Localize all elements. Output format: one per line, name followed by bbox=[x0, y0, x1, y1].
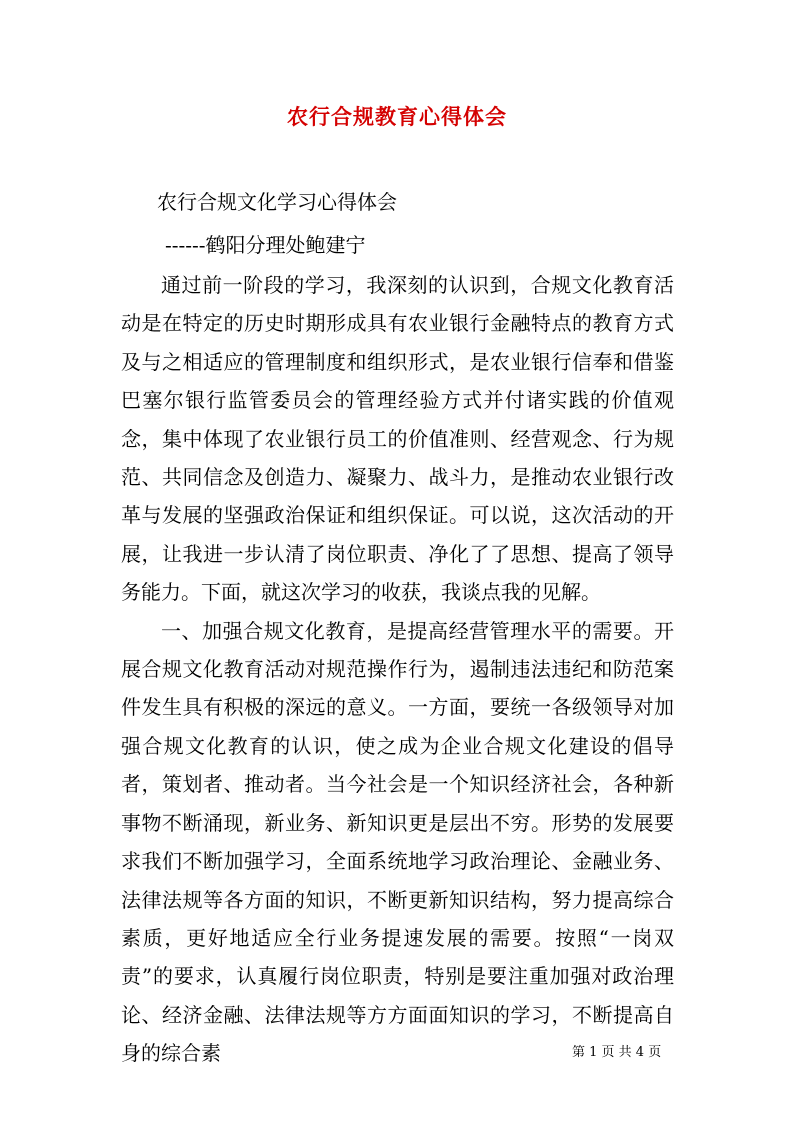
page-footer: 第 1 页 共 4 页 bbox=[572, 1045, 662, 1060]
body-paragraph: 通过前一阶段的学习，我深刻的认识到，合规文化教育活动是在特定的历史时期形成具有农业银行金融特点的教育方式及与之相适应的管理制度和组织形式，是农业银行信奉和借鉴巴塞尔银行监管委员会的管理经验方式并付诸实践的价值观念，集中体现了农业银行员工的价值准则、经营观念、行为规范、共同信念及创造力、凝聚力、战斗力，是推动农业银行改革与发展的坚强政治保证和组织保证。可以说，这次活动的开展，让我进一步认清了岗位职责、净化了了思想、提高了领导务能力。下面，就这次学习的收获，我谈点我的见解。 bbox=[121, 273, 674, 605]
document-body bbox=[121, 266, 674, 1073]
author-line: ------鹤阳分理处鲍建宁 bbox=[165, 233, 366, 257]
body-paragraph: 一、加强合规文化教育，是提高经营管理水平的需要。开展合规文化教育活动对规范操作行为，遏制违法违纪和防范案件发生具有积极的深远的意义。一方面，要统一各级领导对加强合规文化教育的认识，使之成为企业合规文化建设的倡导者，策划者、推动者。当今社会是一个知识经济社会，各种新事物不断涌现，新业务、新知识更是层出不穷。形势的发展要求我们不断加强学习，全面系统地学习政治理论、金融业务、法律法规等各方面的知识，不断更新知识结构，努力提高综合素质，更好地适应全行业务提速发展的需要。按照“一岗双责”的要求，认真履行岗位职责，特别是要注重加强对政治理论、经济金融、法律法规等方方面面知识的学习，不断提高自身的综合素 bbox=[121, 618, 674, 1066]
document-title: 农行合规教育心得体会 bbox=[287, 104, 507, 129]
document-subtitle: 农行合规文化学习心得体会 bbox=[157, 190, 397, 214]
